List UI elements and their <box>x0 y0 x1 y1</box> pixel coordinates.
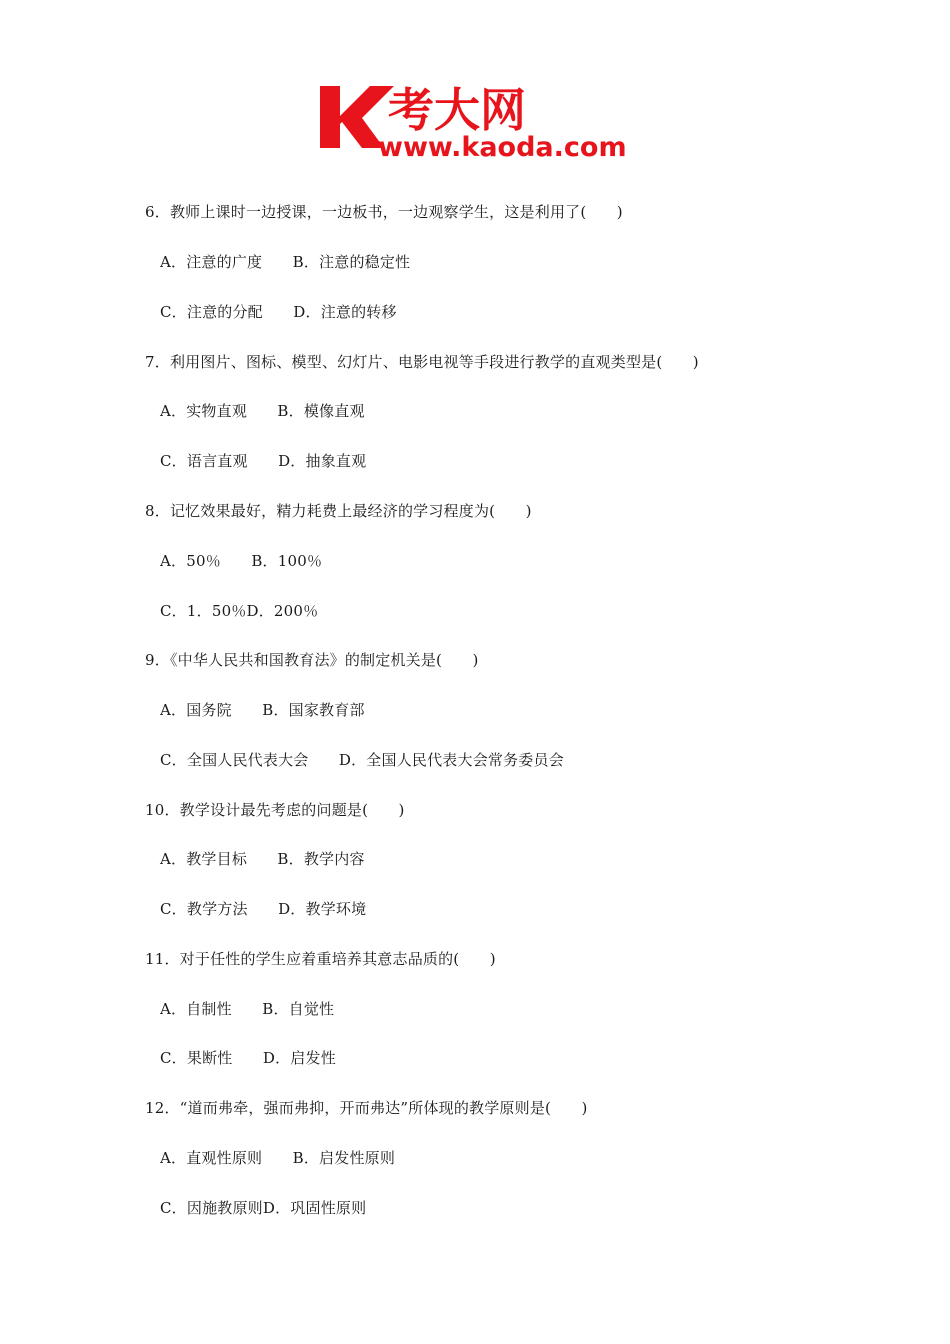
question-stem: 8．记忆效果最好，精力耗费上最经济的学习程度为( ) <box>145 502 532 520</box>
question-options: A．实物直观 B．模像直观 <box>160 402 365 420</box>
question-options: C．教学方法 D．教学环境 <box>160 900 367 918</box>
question-stem: 6．教师上课时一边授课，一边板书，一边观察学生，这是利用了( ) <box>145 203 623 221</box>
question-options: A．直观性原则 B．启发性原则 <box>160 1149 396 1167</box>
question-options: C．全国人民代表大会 D．全国人民代表大会常务委员会 <box>160 751 564 769</box>
question-stem: 9．《中华人民共和国教育法》的制定机关是( ) <box>145 651 479 669</box>
question-options: C．果断性 D．启发性 <box>160 1049 336 1067</box>
question-options: A．自制性 B．自觉性 <box>160 1000 335 1018</box>
question-stem: 7．利用图片、图标、模型、幻灯片、电影电视等手段进行教学的直观类型是( ) <box>145 353 699 371</box>
question-options: A．注意的广度 B．注意的稳定性 <box>160 253 411 271</box>
question-options: A．国务院 B．国家教育部 <box>160 701 365 719</box>
kaoda-logo <box>318 82 638 162</box>
question-options: A．教学目标 B．教学内容 <box>160 850 365 868</box>
logo-cn-text: 考大网 <box>388 83 526 137</box>
question-stem: 11．对于任性的学生应着重培养其意志品质的( ) <box>145 950 496 968</box>
question-stem: 10．教学设计最先考虑的问题是( ) <box>145 801 405 819</box>
question-options: C．注意的分配 D．注意的转移 <box>160 303 397 321</box>
question-options: C．语言直观 D．抽象直观 <box>160 452 367 470</box>
logo-url-text: www.kaoda.com <box>378 132 627 162</box>
question-options: A．50％ B．100％ <box>160 552 323 570</box>
question-options: C．1．50％D．200％ <box>160 602 319 620</box>
logo-graphic <box>318 82 638 162</box>
question-options: C．因施教原则D．巩固性原则 <box>160 1199 367 1217</box>
question-stem: 12．“道而弗牵，强而弗抑，开而弗达”所体现的教学原则是( ) <box>145 1099 588 1117</box>
